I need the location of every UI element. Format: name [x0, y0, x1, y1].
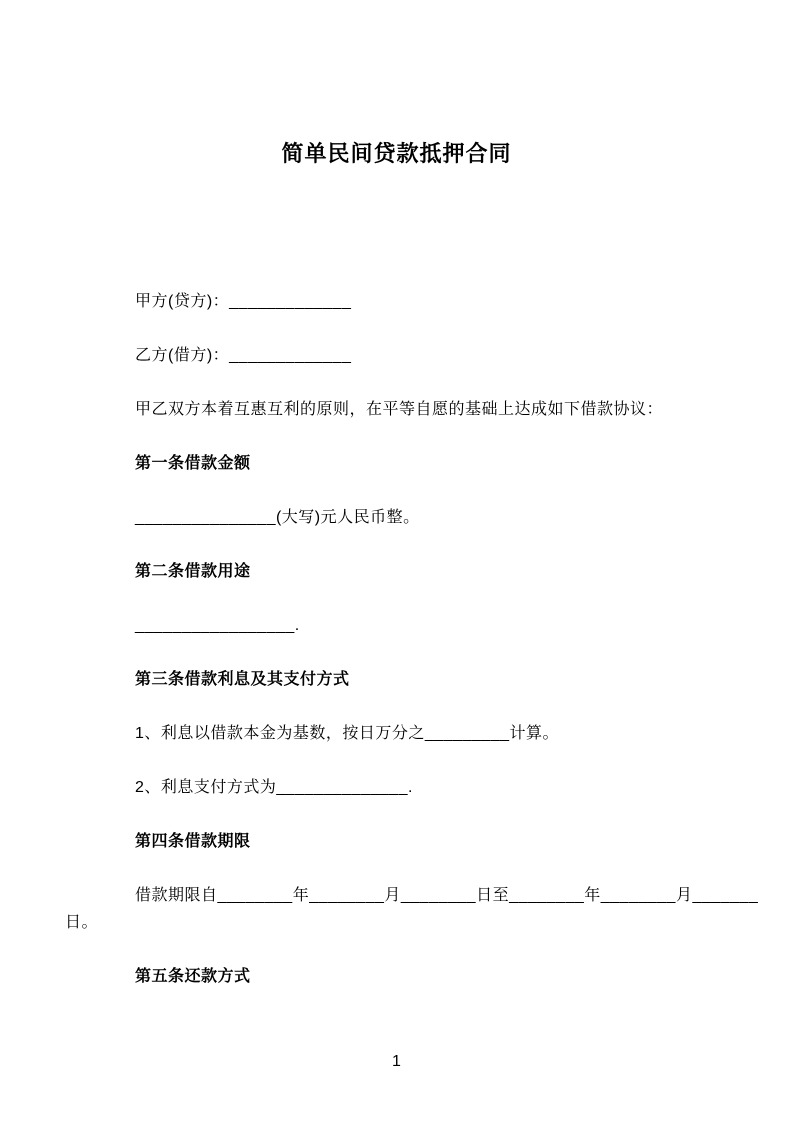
- page-number: 1: [392, 1053, 401, 1070]
- party-b-line: 乙方(借方)：_____________: [135, 347, 352, 364]
- article-4-term-line: [65, 882, 759, 936]
- article-3-item-1: 1、利息以借款本金为基数，按日万分之_________计算。: [135, 725, 559, 742]
- article-1-heading: 第一条借款金额: [135, 455, 251, 472]
- article-4-heading: 第四条借款期限: [135, 833, 251, 850]
- article-4-term-line-1: 借款期限自________年________月________日至________年________月_______: [135, 887, 759, 904]
- article-2-blank-line: _________________.: [135, 617, 300, 634]
- article-4-term-line-2: 日。: [65, 914, 99, 931]
- article-2-heading: 第二条借款用途: [135, 563, 251, 580]
- article-3-item-2: 2、利息支付方式为______________.: [135, 779, 413, 796]
- article-5-heading: 第五条还款方式: [135, 968, 251, 985]
- article-1-amount-line: _______________(大写)元人民币整。: [135, 509, 420, 526]
- preamble: 甲乙双方本着互惠互利的原则，在平等自愿的基础上达成如下借款协议：: [135, 401, 664, 418]
- document-title: 简单民间贷款抵押合同: [281, 141, 512, 166]
- document-body: [65, 0, 759, 1017]
- party-a-line: 甲方(贷方)：_____________: [135, 293, 352, 310]
- article-3-heading: 第三条借款利息及其支付方式: [135, 671, 350, 688]
